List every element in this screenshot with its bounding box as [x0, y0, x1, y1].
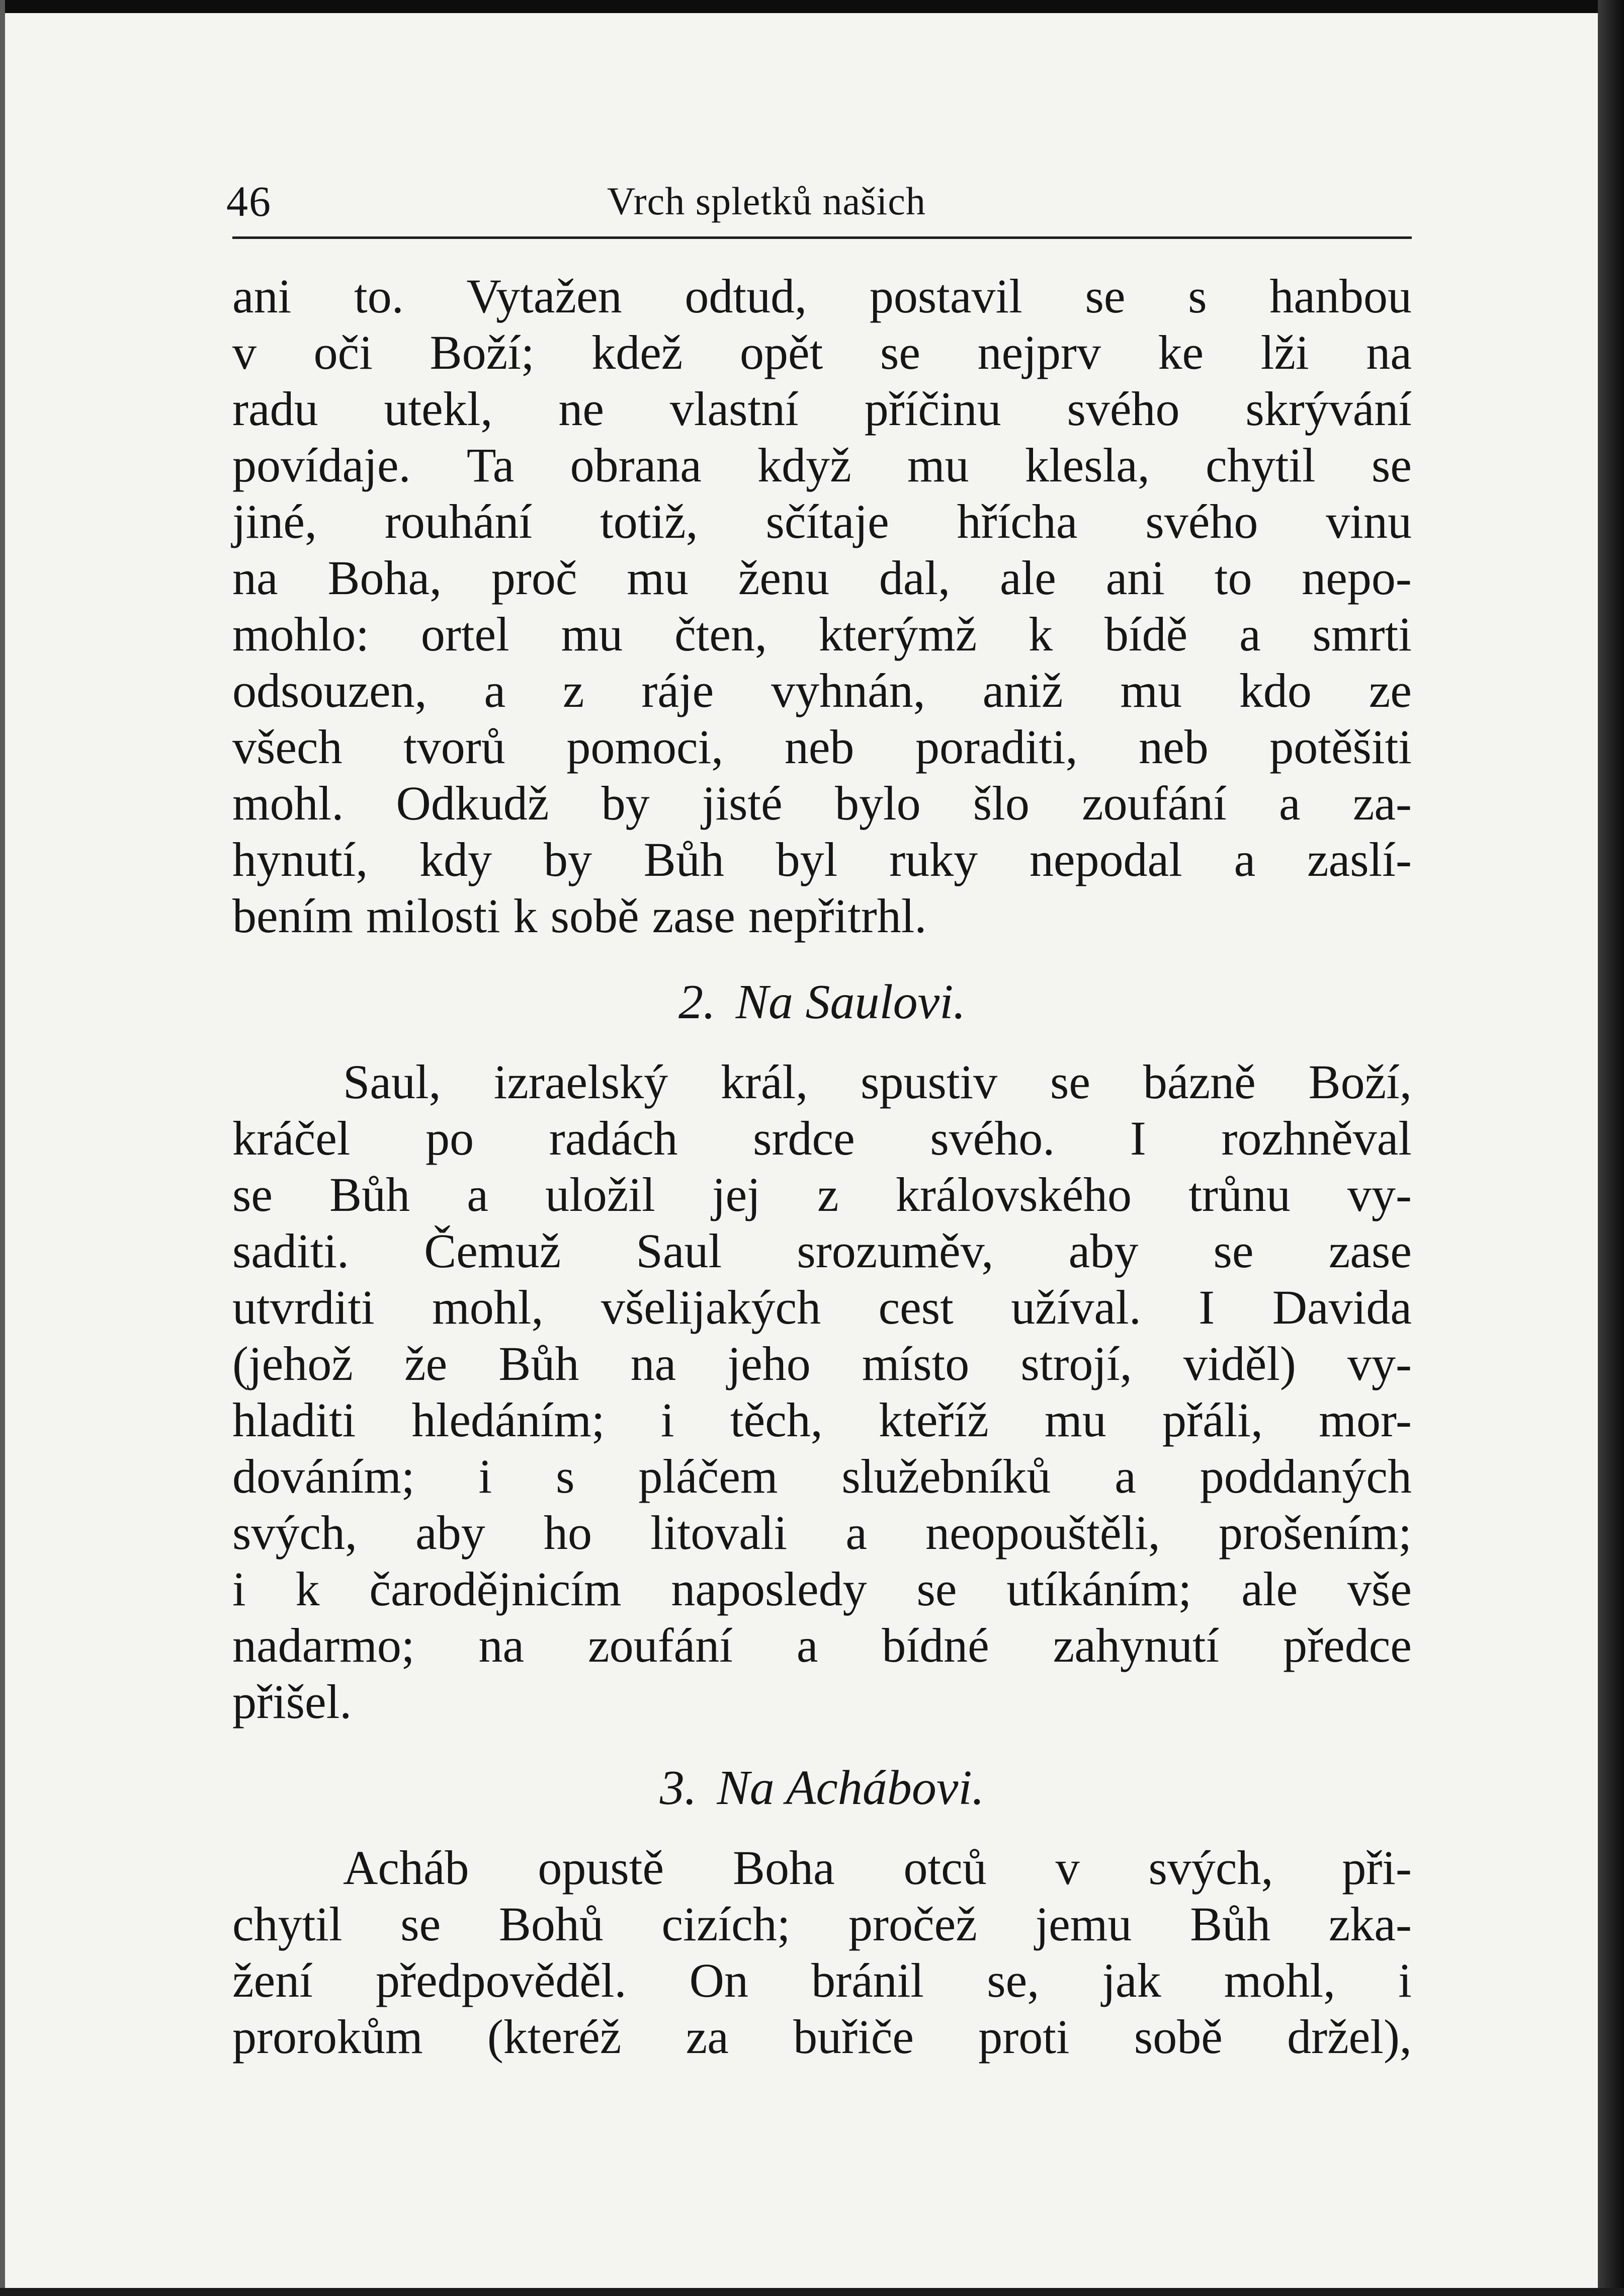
word: chytil [232, 1897, 343, 1951]
word: litovali [650, 1506, 788, 1560]
word: to. [354, 269, 404, 323]
word: Boha, [327, 551, 442, 605]
word: k [295, 1562, 320, 1616]
section-heading-3 [232, 1741, 1412, 1835]
word: z [817, 1168, 839, 1221]
word: svých, [232, 1506, 357, 1560]
word: bylo [834, 776, 921, 830]
text-line [232, 719, 1412, 775]
word: I [1199, 1280, 1215, 1334]
word: strojí, [1020, 1337, 1132, 1390]
word: jak [1102, 1953, 1161, 2007]
word: izraelský [493, 1055, 668, 1109]
word: ortel [420, 607, 509, 661]
word: to [1214, 551, 1252, 605]
word: mu [1045, 1393, 1106, 1447]
word: ale [1241, 1562, 1298, 1616]
word: by [601, 776, 650, 830]
word: mohl. [232, 776, 344, 830]
word: neb [784, 720, 854, 774]
text-line [232, 1840, 1412, 1896]
word: Ta [466, 438, 515, 492]
word: mu [1120, 664, 1182, 717]
word: Acháb [343, 1841, 469, 1895]
word: by [543, 833, 592, 886]
word: radách [549, 1111, 678, 1165]
word: král, [720, 1055, 808, 1109]
word: a [1239, 607, 1261, 661]
text-line [232, 1896, 1412, 1952]
text-line [232, 1110, 1412, 1167]
word: vyhnán, [771, 664, 925, 717]
section-number: 2. [678, 975, 716, 1029]
word: postavil [869, 269, 1022, 323]
word: s [556, 1449, 575, 1503]
word: svého [1145, 495, 1258, 548]
word: s [1188, 269, 1207, 323]
word: hladiti [232, 1393, 356, 1447]
text-line [232, 1336, 1412, 1392]
word: nepodal [1029, 833, 1182, 886]
word: vše [1347, 1562, 1412, 1616]
word: se [400, 1897, 441, 1951]
text-line [232, 437, 1412, 494]
word: a [796, 1618, 818, 1672]
word: Čemuž [424, 1224, 561, 1278]
word: nepřitrhl. [748, 889, 927, 943]
word: na [1366, 325, 1412, 379]
text-line [232, 1674, 1412, 1730]
word: vinu [1326, 495, 1412, 548]
word: ale [999, 551, 1056, 605]
word: čarodějnicím [369, 1562, 622, 1616]
word: utíkáním; [1006, 1562, 1192, 1616]
word: ho [543, 1506, 592, 1560]
word: v [232, 325, 257, 379]
word: hřícha [957, 495, 1078, 548]
word: předce [1283, 1618, 1412, 1672]
word: i [478, 1449, 492, 1503]
word: saditi. [232, 1224, 349, 1278]
word: bránil [811, 1953, 924, 2007]
word: tvorů [403, 720, 505, 774]
page-number: 46 [226, 177, 272, 225]
word: zahynutí [1053, 1618, 1220, 1672]
word: ani [232, 269, 292, 323]
word: chytil [1206, 438, 1316, 492]
text-line [232, 381, 1412, 437]
header-rule [232, 236, 1412, 239]
word: šlo [973, 776, 1030, 830]
word: se [1213, 1224, 1254, 1278]
word: při- [1342, 1841, 1412, 1895]
word: jeho [727, 1337, 811, 1390]
word: utekl, [384, 382, 493, 436]
word: ženu [738, 551, 830, 605]
word: královského [895, 1168, 1132, 1221]
word: prorokům [232, 2010, 423, 2064]
word: se [916, 1562, 957, 1616]
word: se [880, 325, 920, 379]
word: poraditi, [915, 720, 1078, 774]
text-line [232, 888, 1412, 944]
word: cizích; [661, 1897, 791, 1951]
word: opět [740, 325, 823, 379]
word: odsouzen, [232, 664, 427, 717]
text-line [232, 1617, 1412, 1674]
word: odtud, [685, 269, 807, 323]
word: se [1371, 438, 1412, 492]
word: Boží, [1308, 1055, 1412, 1109]
word: Bůh [643, 833, 724, 886]
word: ze [1369, 664, 1412, 717]
word: nejprv [977, 325, 1101, 379]
word: přišel. [232, 1675, 352, 1729]
word: když [757, 438, 851, 492]
word: bídě [1104, 607, 1188, 661]
word: uložil [545, 1168, 655, 1221]
word: předpověděl. [376, 1953, 627, 2007]
word: utvrditi [232, 1280, 375, 1334]
word: ráje [641, 664, 714, 717]
word: ruky [889, 833, 978, 886]
section-heading-2 [232, 955, 1412, 1049]
running-head [226, 171, 1412, 231]
word: nepo- [1302, 551, 1412, 605]
word: bídné [882, 1618, 989, 1672]
word: oči [313, 325, 373, 379]
word: totiž, [600, 495, 698, 548]
word: pláčem [638, 1449, 778, 1503]
word: držel), [1287, 2010, 1412, 2064]
word: se [232, 1168, 273, 1221]
word: milosti [366, 889, 500, 943]
word: zoufání [1082, 776, 1227, 830]
word: kdež [591, 325, 683, 379]
word: jisté [702, 776, 783, 830]
word: zka- [1328, 1897, 1412, 1951]
text-line [232, 1561, 1412, 1617]
word: hledáním; [411, 1393, 605, 1447]
word: Bůh [329, 1168, 410, 1221]
word: naposledy [671, 1562, 867, 1616]
word: mu [627, 551, 689, 605]
word: srozuměv, [797, 1224, 994, 1278]
word: na [630, 1337, 676, 1390]
word: a [1115, 1449, 1136, 1503]
word: Saul [636, 1224, 722, 1278]
section-number: 3. [659, 1761, 697, 1815]
word: sobě [550, 889, 639, 943]
word: Vytažen [466, 269, 622, 323]
word: aby [415, 1506, 485, 1560]
page-content [226, 171, 1412, 2183]
text-line [232, 494, 1412, 550]
word: proti [978, 2010, 1070, 2064]
text-line [232, 2009, 1412, 2065]
word: otců [903, 1841, 987, 1895]
text-line [232, 324, 1412, 381]
word: Bůh [1190, 1897, 1271, 1951]
word: nadarmo; [232, 1618, 415, 1672]
word: po [425, 1111, 474, 1165]
word: mor- [1319, 1393, 1412, 1447]
word: On [689, 1953, 748, 2007]
paragraph-2 [232, 1054, 1412, 1730]
word: kdy [419, 833, 492, 886]
word: hynutí, [232, 833, 368, 886]
word: rozhněval [1221, 1111, 1412, 1165]
word: Bůh [498, 1337, 579, 1390]
word: na [478, 1618, 525, 1672]
running-title: Vrch spletků našich [607, 179, 926, 223]
word: kdo [1239, 664, 1312, 717]
word: poddaných [1200, 1449, 1412, 1503]
word: smrti [1312, 607, 1412, 661]
word: Odkudž [396, 776, 549, 830]
word: rouhání [384, 495, 533, 548]
word: svých, [1148, 1841, 1273, 1895]
word: ani [1105, 551, 1165, 605]
section-title: Na Saulovi. [735, 975, 966, 1029]
word: za- [1352, 776, 1412, 830]
word: Bohů [498, 1897, 604, 1951]
word: srdce [753, 1111, 855, 1165]
word: sobě [1134, 2010, 1223, 2064]
word: neopouštěli, [925, 1506, 1160, 1560]
word: zoufání [588, 1618, 733, 1672]
word: bením [232, 889, 353, 943]
word: místo [862, 1337, 970, 1390]
word: služebníků [841, 1449, 1051, 1503]
section-title: Na Achábovi. [717, 1761, 985, 1815]
scan-edge-left [0, 0, 5, 2296]
word: příčinu [864, 382, 1001, 436]
word: spustiv [861, 1055, 998, 1109]
word: cest [878, 1280, 954, 1334]
word: trůnu [1188, 1168, 1291, 1221]
word: a [845, 1506, 867, 1560]
word: aby [1068, 1224, 1139, 1278]
word: neb [1139, 720, 1209, 774]
word: jej [712, 1168, 760, 1221]
text-line [232, 1223, 1412, 1279]
word: a [1234, 833, 1256, 886]
word: užíval. [1011, 1280, 1141, 1334]
text-line [232, 775, 1412, 832]
text-line [232, 1279, 1412, 1336]
text-line [232, 1054, 1412, 1110]
word: a [467, 1168, 488, 1221]
word: opustě [538, 1841, 664, 1895]
text-line [232, 1167, 1412, 1223]
word: všech [232, 720, 343, 774]
word: všelijakých [601, 1280, 821, 1334]
scan-edge-bottom [0, 2288, 1624, 2296]
word: pročež [848, 1897, 977, 1951]
word: lži [1260, 325, 1309, 379]
scan-edge-top [0, 0, 1624, 13]
word: i [660, 1393, 674, 1447]
word: za [686, 2010, 729, 2064]
word: v [1055, 1841, 1080, 1895]
word: (jehož [232, 1337, 353, 1390]
word: se [1050, 1055, 1091, 1109]
text-line [232, 268, 1412, 324]
word: radu [232, 382, 318, 436]
word: klesla, [1024, 438, 1150, 492]
word: jiné, [232, 495, 317, 548]
word: těch, [730, 1393, 823, 1447]
text-line [232, 832, 1412, 888]
word: mohlo: [232, 607, 370, 661]
word: vy- [1347, 1337, 1412, 1390]
word: aniž [982, 664, 1063, 717]
text-line [232, 1505, 1412, 1561]
word: proč [491, 551, 577, 605]
word: dováním; [232, 1449, 415, 1503]
word: k [1029, 607, 1053, 661]
word: a [484, 664, 506, 717]
word: Saul, [343, 1055, 441, 1109]
word: ne [558, 382, 604, 436]
word: skrývání [1245, 382, 1412, 436]
text-line [232, 1952, 1412, 2009]
word: i [232, 1562, 246, 1616]
word: ke [1158, 325, 1204, 379]
word: jemu [1035, 1897, 1132, 1951]
word: svého [1067, 382, 1180, 436]
word: Davida [1272, 1280, 1412, 1334]
scan-edge-right [1598, 0, 1624, 2296]
word: mu [561, 607, 623, 661]
paragraph-3 [232, 1840, 1412, 2065]
word: buřiče [793, 2010, 914, 2064]
word: kráčel [232, 1111, 351, 1165]
word: hanbou [1269, 269, 1412, 323]
word: prošením; [1218, 1506, 1412, 1560]
word: obrana [570, 438, 702, 492]
word: pomoci, [566, 720, 724, 774]
word: povídaje. [232, 438, 411, 492]
word: sčítaje [765, 495, 889, 548]
word: k [513, 889, 538, 943]
word: na [232, 551, 278, 605]
word: byl [776, 833, 838, 886]
word: potěšiti [1269, 720, 1412, 774]
word: přáli, [1162, 1393, 1263, 1447]
word: mohl, [1224, 1953, 1336, 2007]
word: z [562, 664, 584, 717]
word: mu [907, 438, 969, 492]
word: viděl) [1183, 1337, 1296, 1390]
word: čten, [674, 607, 767, 661]
word: kterýmž [818, 607, 977, 661]
text-line [232, 606, 1412, 663]
word: se, [987, 1953, 1040, 2007]
word: mohl, [432, 1280, 544, 1334]
paragraph-1 [232, 268, 1412, 944]
word: se [1085, 269, 1126, 323]
text-line [232, 550, 1412, 606]
word: bázně [1143, 1055, 1256, 1109]
word: dal, [879, 551, 951, 605]
text-line [232, 1448, 1412, 1505]
word: I [1130, 1111, 1146, 1165]
word: zase [652, 889, 735, 943]
word: Boha [732, 1841, 835, 1895]
word: a [1279, 776, 1301, 830]
word: (kteréž [487, 2010, 622, 2064]
word: vlastní [669, 382, 799, 436]
text-line [232, 1392, 1412, 1448]
word: kteříž [879, 1393, 989, 1447]
word: svého. [930, 1111, 1055, 1165]
word: i [1398, 1953, 1412, 2007]
word: že [404, 1337, 448, 1390]
text-line [232, 663, 1412, 719]
word: vy- [1347, 1168, 1412, 1221]
word: zase [1328, 1224, 1412, 1278]
word: Boží; [430, 325, 535, 379]
word: zaslí- [1307, 833, 1412, 886]
word: žení [232, 1953, 313, 2007]
